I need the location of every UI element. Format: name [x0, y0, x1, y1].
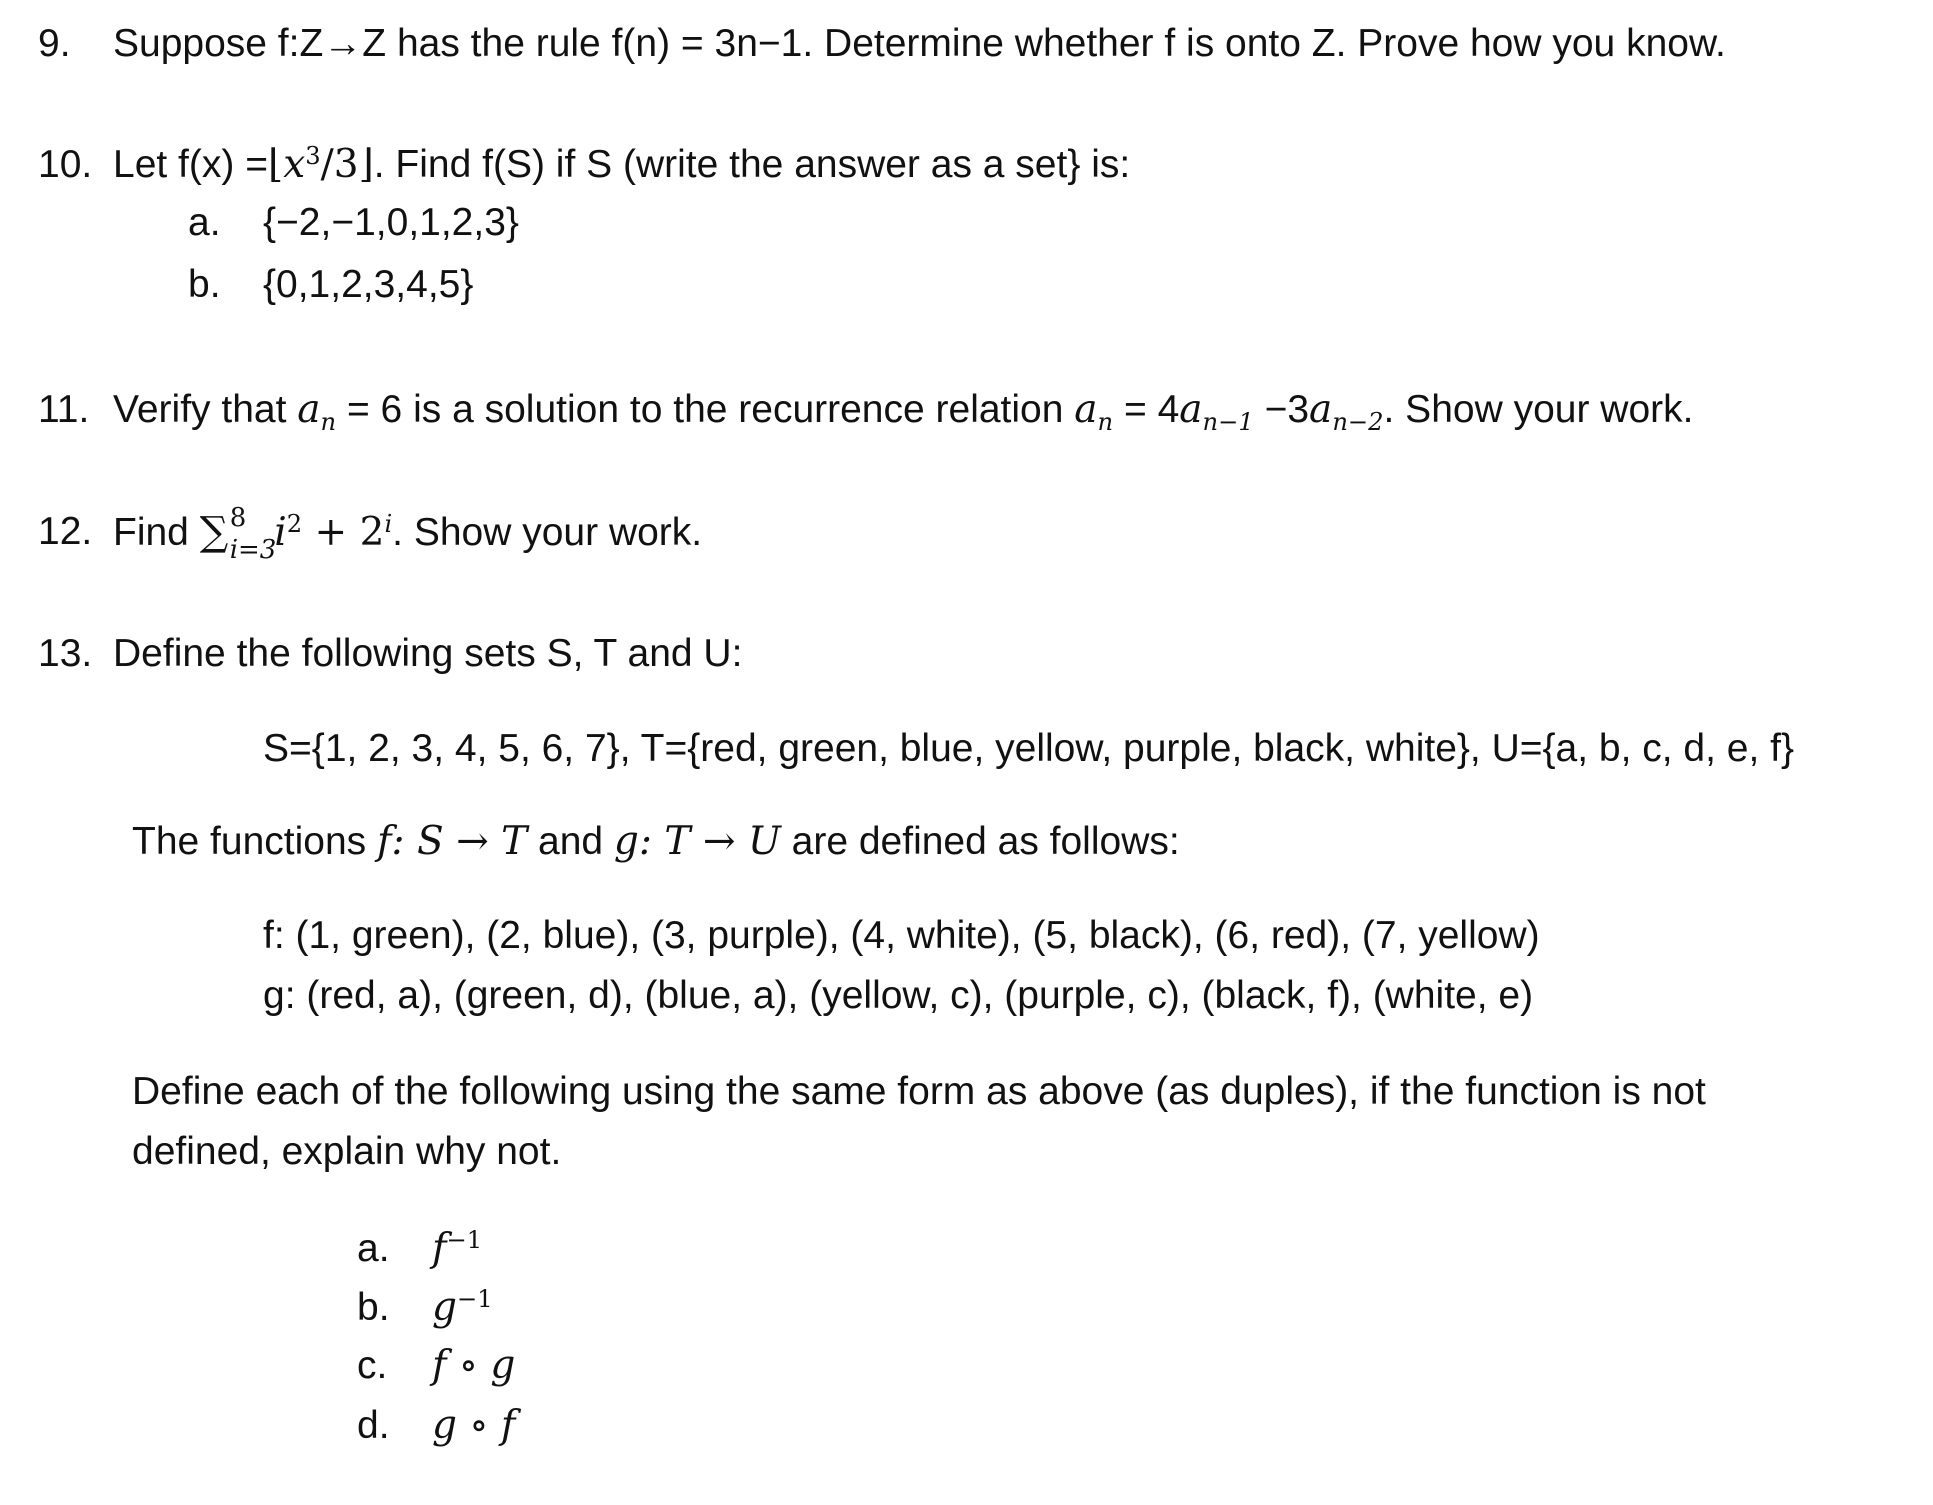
- instruction-text-line-2: defined, explain why not.: [132, 1130, 562, 1173]
- arrow-symbol: →: [690, 819, 748, 864]
- sum-lower-limit: i=3: [229, 535, 277, 565]
- text-fragment: Find: [113, 511, 200, 554]
- item-expression: f ∘ g: [432, 1343, 516, 1388]
- math-domain: : T: [638, 819, 691, 864]
- subscript: n: [1097, 408, 1114, 437]
- item-label: b.: [357, 1286, 390, 1329]
- text-fragment: and: [527, 820, 614, 863]
- text-fragment: are defined as follows:: [780, 820, 1180, 863]
- question-text: [113, 503, 703, 565]
- item-expression: [432, 1225, 482, 1273]
- item-label: b.: [188, 263, 221, 306]
- summation: [199, 503, 277, 565]
- text-fragment: . Find f(S) if S (write the answer as a set} is:: [373, 143, 1131, 186]
- f-definition-text: f: (1, green), (2, blue), (3, purple), (4, white), (5, black), (6, red), (7, yellow): [263, 914, 1540, 957]
- item-label: c.: [357, 1344, 388, 1387]
- item-label: a.: [188, 201, 221, 244]
- exponent: 2: [286, 509, 303, 538]
- question-number: 12.: [38, 510, 93, 553]
- text-fragment: Verify that: [113, 388, 298, 431]
- math-variable: g: [613, 819, 639, 864]
- exponent: −1: [456, 1284, 493, 1313]
- question-number: 13.: [38, 632, 93, 675]
- math-variable: a: [1309, 387, 1333, 432]
- math-variable: a: [1074, 387, 1098, 432]
- text-fragment: . Show your work.: [1383, 388, 1694, 431]
- math-variable: g: [432, 1285, 457, 1330]
- math-variable: a: [1179, 387, 1203, 432]
- question-number: 11.: [38, 388, 90, 431]
- floor-left-bracket: ⌊: [267, 142, 284, 187]
- arrow-symbol: →: [443, 819, 502, 864]
- item-expression: g ∘ f: [432, 1403, 516, 1448]
- item-label: d.: [357, 1404, 390, 1447]
- item-label: a.: [357, 1227, 390, 1270]
- math-codomain: U: [747, 819, 781, 864]
- g-definition-text: g: (red, a), (green, d), (blue, a), (yellow, c), (purple, c), (black, f), (white, e): [263, 974, 1534, 1017]
- math-variable: x: [283, 142, 306, 187]
- text-fragment: −3: [1253, 388, 1310, 431]
- sigma-symbol: ∑: [199, 509, 229, 555]
- math-variable: a: [297, 387, 321, 432]
- exponent: 3: [305, 141, 321, 170]
- sum-upper-limit: 8: [229, 503, 247, 533]
- math-term: + 2: [302, 510, 385, 555]
- exponent: −1: [446, 1225, 483, 1254]
- sets-text: S={1, 2, 3, 4, 5, 6, 7}, T={red, green, blue, yellow, purple, black, white}, U={a, b, c, d, e, f}: [263, 727, 1795, 770]
- functions-text: [132, 818, 1180, 866]
- question-text: Suppose f:Z→Z has the rule f(n) = 3n−1. Determine whether f is onto Z. Prove how you know.: [113, 22, 1726, 65]
- item-text: {0,1,2,3,4,5}: [263, 263, 474, 306]
- subscript: n−2: [1332, 408, 1384, 437]
- text-fragment: . Show your work.: [392, 511, 703, 554]
- math-domain: : S: [391, 819, 444, 864]
- question-number: 9.: [38, 22, 71, 65]
- text-fragment: The functions: [132, 820, 377, 863]
- text-fragment: = 6 is a solution to the recurrence relation: [336, 388, 1075, 431]
- text-fragment: Let f(x) =: [113, 143, 268, 186]
- math-divisor: /3: [320, 142, 359, 187]
- question-text: [113, 141, 1130, 189]
- math-variable: f: [432, 1226, 447, 1271]
- math-variable: f: [376, 819, 392, 864]
- subscript: n: [320, 408, 337, 437]
- question-text: [113, 386, 1694, 437]
- math-variable: i: [274, 510, 287, 555]
- question-text: Define the following sets S, T and U:: [113, 632, 743, 675]
- instruction-text-line-1: Define each of the following using the same form as above (as duples), if the function is not: [132, 1070, 1706, 1113]
- math-codomain: T: [501, 819, 528, 864]
- exponent: i: [384, 509, 393, 538]
- item-expression: [432, 1284, 493, 1332]
- question-number: 10.: [38, 143, 93, 186]
- text-fragment: = 4: [1113, 388, 1180, 431]
- item-text: {−2,−1,0,1,2,3}: [263, 201, 519, 244]
- subscript: n−1: [1202, 408, 1254, 437]
- floor-right-bracket: ⌋: [358, 142, 374, 187]
